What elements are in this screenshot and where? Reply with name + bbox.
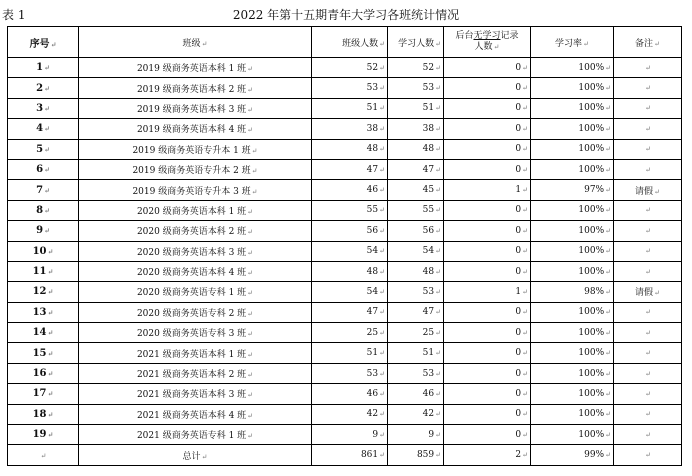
cell-no: 3↵ [8,98,79,118]
cell-class: 2019 级商务英语专升本 1 班↵ [79,139,312,159]
table-title: 2022 年第十五期青年大学习各班统计情况 [232,8,460,22]
cell-study-rate: 100%↵ [531,139,614,159]
cell-no-record-count: 0↵ [444,384,531,404]
cell-class: 2020 级商务英语本科 2 班↵ [79,221,312,241]
cell-study-rate: 99%↵ [531,445,614,466]
table-row [8,282,682,302]
cell-class: 2021 级商务英语本科 1 班↵ [79,343,312,363]
cell-no: 8↵ [8,200,79,220]
cell-study-rate: 100%↵ [531,221,614,241]
cell-class-size: 46↵ [312,384,388,404]
cell-study-count: 53↵ [388,282,444,302]
cell-no: 9↵ [8,221,79,241]
cell-study-rate: 100%↵ [531,200,614,220]
cell-no: 17↵ [8,384,79,404]
cell-no-record-count: 0↵ [444,261,531,281]
cell-note: ↵ [614,119,682,139]
cell-study-count: 47↵ [388,302,444,322]
cell-class: 2019 级商务英语本科 2 班↵ [79,78,312,98]
cell-study-count: 859↵ [388,445,444,466]
cell-study-rate: 100%↵ [531,261,614,281]
cell-no-record-count: 0↵ [444,98,531,118]
cell-note: ↵ [614,445,682,466]
header-row [8,27,682,58]
cell-note: ↵ [614,200,682,220]
table-row [8,323,682,343]
cell-note: ↵ [614,425,682,445]
cell-note: 请假↵ [614,282,682,302]
cell-no-record-count: 0↵ [444,323,531,343]
cell-no-record-count: 0↵ [444,363,531,383]
cell-study-rate: 100%↵ [531,363,614,383]
cell-no-record-count: 0↵ [444,119,531,139]
table-row [8,98,682,118]
cell-no: 19↵ [8,425,79,445]
cell-note: ↵ [614,261,682,281]
table-row [8,139,682,159]
table-caption [2,3,690,23]
cell-class: 2019 级商务英语本科 3 班↵ [79,98,312,118]
cell-study-rate: 100%↵ [531,98,614,118]
cell-no-record-count: 1↵ [444,180,531,200]
cell-note: 请假↵ [614,180,682,200]
cell-class: 2019 级商务英语本科 1 班↵ [79,58,312,78]
cell-study-rate: 100%↵ [531,241,614,261]
cell-study-rate: 100%↵ [531,384,614,404]
cell-class: 2020 级商务英语本科 1 班↵ [79,200,312,220]
header-no: 序号↵ [8,27,79,58]
cell-study-count: 51↵ [388,343,444,363]
table-row [8,302,682,322]
cell-study-count: 53↵ [388,363,444,383]
cell-no: 16↵ [8,363,79,383]
cell-note: ↵ [614,363,682,383]
cell-no-record-count: 2↵ [444,445,531,466]
cell-no-record-count: 0↵ [444,58,531,78]
cell-class-size: 9↵ [312,425,388,445]
cell-study-rate: 100%↵ [531,425,614,445]
cell-class: 2019 级商务英语专升本 3 班↵ [79,180,312,200]
cell-study-rate: 100%↵ [531,323,614,343]
cell-study-rate: 97%↵ [531,180,614,200]
header-class: 班级↵ [79,27,312,58]
cell-class: 2020 级商务英语本科 4 班↵ [79,261,312,281]
cell-study-rate: 100%↵ [531,159,614,179]
table-row [8,404,682,424]
cell-note: ↵ [614,159,682,179]
cell-class-size: 53↵ [312,363,388,383]
cell-note: ↵ [614,98,682,118]
cell-class-size: 55↵ [312,200,388,220]
cell-class: 2021 级商务英语本科 3 班↵ [79,384,312,404]
cell-no: 5↵ [8,139,79,159]
cell-no-record-count: 0↵ [444,200,531,220]
cell-note: ↵ [614,58,682,78]
cell-class-size: 861↵ [312,445,388,466]
header-note: 备注↵ [614,27,682,58]
cell-study-count: 25↵ [388,323,444,343]
cell-no-record-count: 0↵ [444,241,531,261]
class-statistics-table [7,26,682,466]
cell-note: ↵ [614,139,682,159]
cell-class: 2019 级商务英语专升本 2 班↵ [79,159,312,179]
cell-study-rate: 100%↵ [531,343,614,363]
cell-note: ↵ [614,78,682,98]
table-number: 表 1 [2,8,26,22]
cell-study-count: 42↵ [388,404,444,424]
cell-class-size: 46↵ [312,180,388,200]
cell-study-rate: 100%↵ [531,302,614,322]
cell-no-record-count: 0↵ [444,425,531,445]
cell-study-count: 53↵ [388,78,444,98]
cell-study-count: 51↵ [388,98,444,118]
cell-no: 7↵ [8,180,79,200]
table-row [8,221,682,241]
table-row [8,363,682,383]
cell-no: 2↵ [8,78,79,98]
cell-class: 2020 级商务英语专科 2 班↵ [79,302,312,322]
table-row [8,384,682,404]
cell-class-size: 52↵ [312,58,388,78]
cell-class: 2021 级商务英语本科 4 班↵ [79,404,312,424]
table-row [8,159,682,179]
cell-study-count: 46↵ [388,384,444,404]
cell-no-record-count: 0↵ [444,302,531,322]
cell-study-count: 38↵ [388,119,444,139]
cell-class-size: 51↵ [312,343,388,363]
header-study-rate: 学习率↵ [531,27,614,58]
cell-class: 2021 级商务英语专科 1 班↵ [79,425,312,445]
cell-class-size: 56↵ [312,221,388,241]
cell-no: 12↵ [8,282,79,302]
table-row [8,200,682,220]
cell-no-record-count: 0↵ [444,221,531,241]
cell-study-count: 47↵ [388,159,444,179]
cell-class: 2019 级商务英语本科 4 班↵ [79,119,312,139]
cell-note: ↵ [614,323,682,343]
header-study-count: 学习人数↵ [388,27,444,58]
cell-study-rate: 98%↵ [531,282,614,302]
cell-no-record-count: 0↵ [444,159,531,179]
cell-no: ↵ [8,445,79,466]
cell-no: 14↵ [8,323,79,343]
cell-class-size: 53↵ [312,78,388,98]
cell-class-size: 54↵ [312,241,388,261]
table-row [8,180,682,200]
cell-study-count: 54↵ [388,241,444,261]
cell-no-record-count: 1↵ [444,282,531,302]
cell-note: ↵ [614,384,682,404]
cell-no-record-count: 0↵ [444,404,531,424]
table-row [8,119,682,139]
cell-study-count: 48↵ [388,139,444,159]
cell-note: ↵ [614,343,682,363]
cell-study-count: 55↵ [388,200,444,220]
cell-no: 1↵ [8,58,79,78]
cell-class: 总计↵ [79,445,312,466]
cell-no-record-count: 0↵ [444,78,531,98]
table-row [8,78,682,98]
cell-class-size: 48↵ [312,139,388,159]
cell-no: 10↵ [8,241,79,261]
cell-class: 2020 级商务英语本科 3 班↵ [79,241,312,261]
cell-class-size: 38↵ [312,119,388,139]
cell-class: 2021 级商务英语本科 2 班↵ [79,363,312,383]
cell-class: 2020 级商务英语专科 1 班↵ [79,282,312,302]
table-row [8,241,682,261]
cell-class-size: 47↵ [312,159,388,179]
cell-study-rate: 100%↵ [531,78,614,98]
cell-note: ↵ [614,404,682,424]
cell-class-size: 47↵ [312,302,388,322]
cell-class-size: 25↵ [312,323,388,343]
cell-no: 4↵ [8,119,79,139]
cell-class-size: 42↵ [312,404,388,424]
table-row [8,343,682,363]
cell-note: ↵ [614,241,682,261]
cell-study-rate: 100%↵ [531,119,614,139]
cell-study-rate: 100%↵ [531,404,614,424]
cell-note: ↵ [614,221,682,241]
table-row [8,425,682,445]
table-row [8,58,682,78]
cell-class-size: 54↵ [312,282,388,302]
cell-study-count: 52↵ [388,58,444,78]
cell-note: ↵ [614,302,682,322]
cell-no-record-count: 0↵ [444,343,531,363]
cell-study-count: 9↵ [388,425,444,445]
cell-study-rate: 100%↵ [531,58,614,78]
total-row [8,445,682,466]
cell-study-count: 48↵ [388,261,444,281]
cell-no: 18↵ [8,404,79,424]
cell-class: 2020 级商务英语专科 3 班↵ [79,323,312,343]
cell-class-size: 51↵ [312,98,388,118]
cell-study-count: 45↵ [388,180,444,200]
table-row [8,261,682,281]
cell-class-size: 48↵ [312,261,388,281]
cell-no: 15↵ [8,343,79,363]
cell-no: 6↵ [8,159,79,179]
header-no-record-count: 后台无学习记录 人数↵ [444,27,531,58]
cell-no: 13↵ [8,302,79,322]
cell-no: 11↵ [8,261,79,281]
header-class-size: 班级人数↵ [312,27,388,58]
cell-study-count: 56↵ [388,221,444,241]
cell-no-record-count: 0↵ [444,139,531,159]
